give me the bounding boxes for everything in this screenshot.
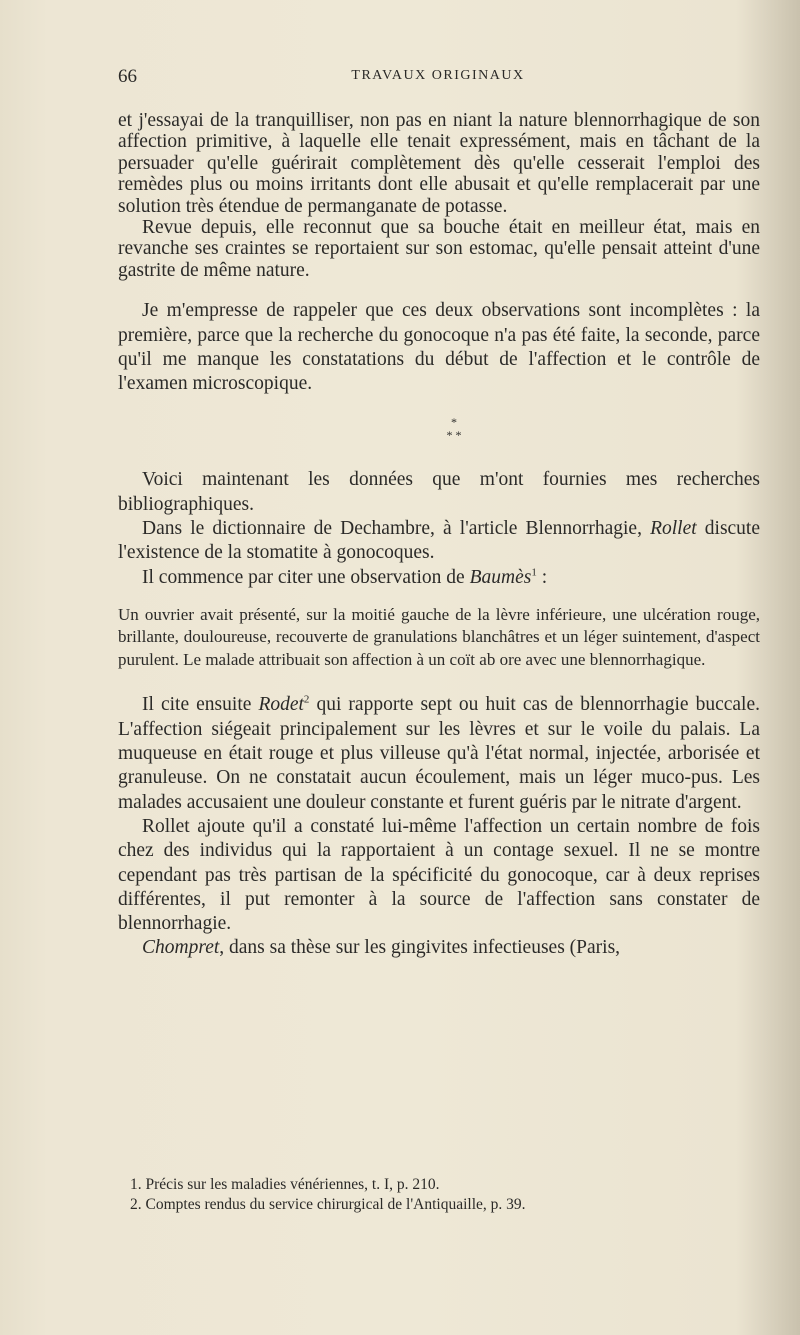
paragraph-6-tail: :	[536, 566, 548, 588]
paragraph-5-text: Dans le dictionnaire de Dechambre, à l'article Blennorrhagie,	[142, 518, 651, 540]
separator-star-top: *	[451, 415, 457, 430]
quoted-observation: Un ouvrier avait présenté, sur la moitié gauche de la lèvre inférieure, une ulcération rouge, brillante, douloureuse, recouverte de granulations blanchâtres et un léger suintement, d'aspect purulent. Le malade attribuait son affection à un coït ab ore avec une blennorrhagique.	[118, 604, 760, 669]
footnote-1: 1. Précis sur les maladies vénériennes, t. I, p. 210.	[130, 1176, 440, 1193]
author-rodet: Rodet	[258, 694, 304, 716]
footnote-ref-2: 2	[303, 693, 310, 706]
page-header	[118, 60, 758, 90]
page-number: 66	[118, 66, 137, 87]
section-separator	[118, 416, 760, 442]
paragraph-3: Je m'empresse de rappeler que ces deux observations sont incomplètes : la première, parce que la recherche du gonocoque n'a pas été faite, la seconde, parce qu'il me manque les constatations du début de l'affection et le contrôle de l'examen microscopique.	[118, 300, 760, 395]
paragraph-6	[118, 566, 760, 590]
paragraph-6-text: Il commence par citer une observation de	[142, 566, 470, 588]
paragraph-7-lead: Il cite ensuite	[142, 694, 259, 716]
paragraph-7-text: qui rapporte sept ou huit cas de blennorrhagie buccale. L'affection siégeait principalement sur les lèvres et sur le voile du palais. La muqueuse en était rouge et plus villeuse qu'à l'état normal, injectée, arborisée et granuleuse. On ne constatait aucun écoulement, mais un léger muco-pus. Les malades accusaient une douleur constante et furent guéris par le nitrate d'argent.	[118, 694, 760, 813]
paragraph-5	[118, 517, 760, 566]
paragraph-4: Voici maintenant les données que m'ont fournies mes recherches bibliographiques.	[118, 469, 760, 515]
author-rollet: Rollet	[650, 518, 697, 540]
paragraph-2: Revue depuis, elle reconnut que sa bouche était en meilleur état, mais en revanche ses craintes se reportaient sur son estomac, qu'elle pensait atteint d'une gastrite de même nature.	[118, 217, 760, 281]
paragraph-8: Rollet ajoute qu'il a constaté lui-même l'affection un certain nombre de fois chez des individus qui la rapportaient à un contage sexuel. Il ne se montre cependant pas très partisan de la spécificité du gonocoque, car à deux reprises différentes, il put remonter à la source de l'affection sans constater de blennorrhagie.	[118, 815, 760, 935]
author-chompret: Chompret	[142, 937, 220, 959]
paragraph-1: et j'essayai de la tranquilliser, non pas en niant la nature blennorrhagique de son affection primitive, à laquelle elle tenait expressément, mais en tâchant de la persuader qu'elle guérirait complètement dès qu'elle cesserait l'emploi des remèdes plus ou moins irritants dont elle abusait et qu'elle remplacerait par une solution très étendue de permanganate de potasse.	[118, 110, 760, 217]
footnote-2: 2. Comptes rendus du service chirurgical de l'Antiquaille, p. 39.	[130, 1196, 526, 1213]
separator-stars-bottom: * *	[446, 428, 462, 443]
paragraph-9	[118, 936, 760, 960]
paragraph-9-text: , dans sa thèse sur les gingivites infectieuses (Paris,	[219, 937, 621, 959]
running-head: TRAVAUX ORIGINAUX	[351, 68, 525, 83]
footnote-ref-1: 1	[531, 566, 537, 579]
footnotes	[130, 1175, 750, 1215]
paragraph-5-tail: discute l'existence de la stomatite à gonocoques.	[118, 518, 761, 564]
author-baumes: Baumès	[469, 566, 532, 588]
paragraph-7	[118, 693, 760, 814]
page-body	[118, 110, 760, 961]
